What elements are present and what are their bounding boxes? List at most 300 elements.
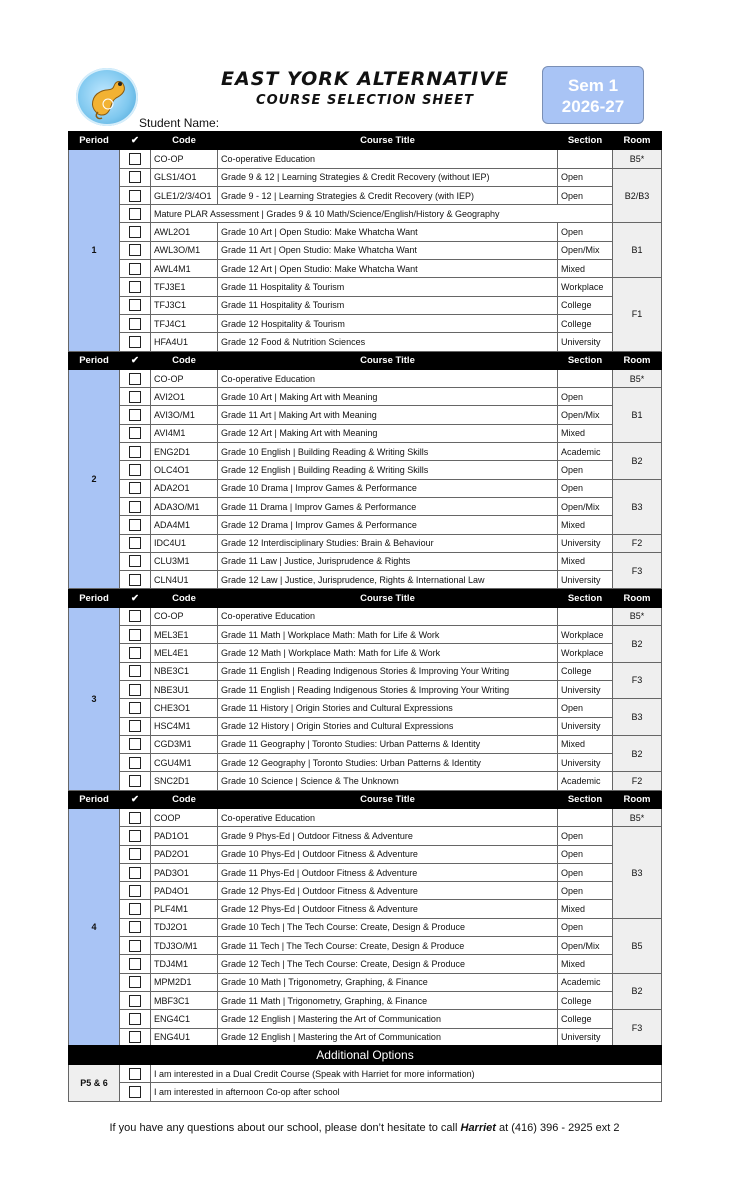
course-section: University (558, 680, 613, 698)
course-section (558, 369, 613, 387)
checkbox[interactable] (129, 153, 141, 165)
course-code: ADA2O1 (151, 479, 218, 497)
checkbox[interactable] (129, 501, 141, 513)
course-row (69, 808, 662, 826)
course-checkbox-cell[interactable] (120, 754, 151, 772)
course-row (69, 388, 662, 406)
course-section: Open (558, 388, 613, 406)
course-title: Grade 12 Math | Workplace Math: Math for Life & Work (218, 644, 558, 662)
checkbox[interactable] (129, 812, 141, 824)
course-row (69, 186, 662, 204)
period-label: 1 (69, 150, 120, 351)
course-section: Open/Mix (558, 497, 613, 515)
checkbox[interactable] (129, 208, 141, 220)
contact-footer (0, 1122, 729, 1134)
course-row (69, 900, 662, 918)
course-code: PAD2O1 (151, 845, 218, 863)
course-section: Mixed (558, 424, 613, 442)
school-title: EAST YORK ALTERNATIVE (221, 68, 509, 90)
course-row (69, 735, 662, 753)
checkbox[interactable] (129, 263, 141, 275)
checkbox[interactable] (129, 885, 141, 897)
course-row (69, 314, 662, 332)
course-section: College (558, 314, 613, 332)
course-section: University (558, 754, 613, 772)
col-header-room: Room (613, 351, 662, 369)
course-section: Workplace (558, 278, 613, 296)
course-title: Grade 12 Food & Nutrition Sciences (218, 333, 558, 351)
course-room: B5* (613, 808, 662, 826)
course-title: Grade 12 Hospitality & Tourism (218, 314, 558, 332)
col-header-period: Period (69, 351, 120, 369)
course-room: B3 (613, 827, 662, 918)
course-room: F2 (613, 534, 662, 552)
course-title: Grade 11 Art | Making Art with Meaning (218, 406, 558, 424)
course-checkbox-cell[interactable] (120, 1028, 151, 1046)
course-checkbox-cell[interactable] (120, 680, 151, 698)
course-checkbox-cell[interactable] (120, 808, 151, 826)
course-checkbox-cell[interactable] (120, 314, 151, 332)
checkbox[interactable] (129, 1013, 141, 1025)
col-header-code: Code (151, 132, 218, 150)
checkbox[interactable] (129, 958, 141, 970)
checkbox[interactable] (129, 299, 141, 311)
course-section: University (558, 534, 613, 552)
course-title: Grade 12 History | Origin Stories and Cultural Expressions (218, 717, 558, 735)
contact-name: Harriet (460, 1122, 496, 1134)
course-title: Grade 9 Phys-Ed | Outdoor Fitness & Adventure (218, 827, 558, 845)
course-section: Mixed (558, 955, 613, 973)
course-section: Open (558, 479, 613, 497)
course-checkbox-cell[interactable] (120, 644, 151, 662)
course-code: TDJ4M1 (151, 955, 218, 973)
course-row (69, 260, 662, 278)
course-code: AWL2O1 (151, 223, 218, 241)
course-code: CLU3M1 (151, 552, 218, 570)
course-row (69, 626, 662, 644)
course-title: Grade 9 - 12 | Learning Strategies & Credit Recovery (with IEP) (218, 186, 558, 204)
course-room: B2 (613, 626, 662, 663)
course-room: B5* (613, 369, 662, 387)
col-header-section: Section (558, 589, 613, 607)
course-row (69, 552, 662, 570)
course-checkbox-cell[interactable] (120, 497, 151, 515)
course-code: MBF3C1 (151, 991, 218, 1009)
course-code: AVI3O/M1 (151, 406, 218, 424)
course-row (69, 918, 662, 936)
course-checkbox-cell[interactable] (120, 333, 151, 351)
course-checkbox-cell[interactable] (120, 168, 151, 186)
course-title: Grade 11 English | Reading Indigenous Stories & Improving Your Writing (218, 680, 558, 698)
col-header-code: Code (151, 790, 218, 808)
course-section: Mixed (558, 516, 613, 534)
checkbox[interactable] (129, 336, 141, 348)
course-section: University (558, 717, 613, 735)
course-room: B5 (613, 918, 662, 973)
course-row (69, 680, 662, 698)
course-row (69, 369, 662, 387)
checkbox[interactable] (129, 244, 141, 256)
course-row (69, 168, 662, 186)
course-checkbox-cell[interactable] (120, 241, 151, 259)
course-section: College (558, 296, 613, 314)
course-title: Grade 11 Phys-Ed | Outdoor Fitness & Adventure (218, 863, 558, 881)
course-code: ENG2D1 (151, 443, 218, 461)
course-checkbox-cell[interactable] (120, 516, 151, 534)
course-checkbox-cell[interactable] (120, 991, 151, 1009)
course-title: Grade 12 English | Building Reading & Writing Skills (218, 461, 558, 479)
course-row (69, 296, 662, 314)
checkbox[interactable] (129, 464, 141, 476)
course-code: TDJ3O/M1 (151, 937, 218, 955)
checkbox[interactable] (129, 427, 141, 439)
checkbox[interactable] (129, 446, 141, 458)
course-code: CGU4M1 (151, 754, 218, 772)
course-title: Grade 10 Drama | Improv Games & Performance (218, 479, 558, 497)
course-checkbox-cell[interactable] (120, 882, 151, 900)
course-section: Open (558, 461, 613, 479)
course-row (69, 461, 662, 479)
course-section: Mixed (558, 552, 613, 570)
checkbox[interactable] (129, 720, 141, 732)
course-table (68, 131, 662, 1047)
checkbox[interactable] (129, 867, 141, 879)
checkbox[interactable] (129, 373, 141, 385)
course-code: AWL3O/M1 (151, 241, 218, 259)
col-header-section: Section (558, 351, 613, 369)
course-checkbox-cell[interactable] (120, 772, 151, 790)
course-checkbox-cell[interactable] (120, 900, 151, 918)
option-checkbox-cell[interactable] (120, 1065, 151, 1083)
course-row (69, 827, 662, 845)
school-logo (76, 68, 138, 126)
col-header-room: Room (613, 132, 662, 150)
checkbox[interactable] (129, 848, 141, 860)
course-row (69, 991, 662, 1009)
course-title: Grade 10 Art | Making Art with Meaning (218, 388, 558, 406)
checkbox[interactable] (129, 665, 141, 677)
course-section: Open (558, 827, 613, 845)
course-room: F3 (613, 1010, 662, 1047)
course-section: Academic (558, 973, 613, 991)
course-checkbox-cell[interactable] (120, 863, 151, 881)
course-code: NBE3U1 (151, 680, 218, 698)
course-checkbox-cell[interactable] (120, 461, 151, 479)
course-checkbox-cell[interactable] (120, 443, 151, 461)
course-code: CHE3O1 (151, 699, 218, 717)
course-code: AWL4M1 (151, 260, 218, 278)
course-checkbox-cell[interactable] (120, 552, 151, 570)
additional-option-row (69, 1083, 662, 1101)
course-title: Grade 9 & 12 | Learning Strategies & Credit Recovery (without IEP) (218, 168, 558, 186)
course-checkbox-cell[interactable] (120, 406, 151, 424)
course-checkbox-cell[interactable] (120, 973, 151, 991)
course-section: University (558, 333, 613, 351)
course-title: Grade 12 Art | Open Studio: Make Whatcha Want (218, 260, 558, 278)
sheet-subtitle: COURSE SELECTION SHEET (256, 93, 474, 108)
course-title: Grade 11 Law | Justice, Jurisprudence & Rights (218, 552, 558, 570)
course-section: University (558, 1028, 613, 1046)
checkbox[interactable] (129, 190, 141, 202)
checkbox[interactable] (129, 903, 141, 915)
col-header-period: Period (69, 589, 120, 607)
course-title: Grade 10 Art | Open Studio: Make Whatcha Want (218, 223, 558, 241)
course-row (69, 150, 662, 168)
seahorse-logo-icon (76, 68, 138, 126)
course-checkbox-cell[interactable] (120, 534, 151, 552)
checkbox[interactable] (129, 519, 141, 531)
col-header-code: Code (151, 351, 218, 369)
course-code: MEL4E1 (151, 644, 218, 662)
option-text: I am interested in afternoon Co-op after school (151, 1083, 662, 1101)
course-room: B5* (613, 607, 662, 625)
course-title: Grade 11 History | Origin Stories and Cultural Expressions (218, 699, 558, 717)
checkbox[interactable] (129, 281, 141, 293)
checkbox[interactable] (129, 574, 141, 586)
course-section: Workplace (558, 644, 613, 662)
course-title: Grade 10 Tech | The Tech Course: Create, Design & Produce (218, 918, 558, 936)
course-room: B1 (613, 388, 662, 443)
course-room: B2 (613, 735, 662, 772)
col-header-check: ✔ (120, 589, 151, 607)
option-checkbox-cell[interactable] (120, 1083, 151, 1101)
period-label: 4 (69, 808, 120, 1046)
checkbox[interactable] (129, 702, 141, 714)
course-code: PAD1O1 (151, 827, 218, 845)
course-code: HSC4M1 (151, 717, 218, 735)
course-checkbox-cell[interactable] (120, 571, 151, 589)
course-row (69, 863, 662, 881)
course-title: Grade 11 Art | Open Studio: Make Whatcha Want (218, 241, 558, 259)
course-row (69, 955, 662, 973)
checkbox[interactable] (129, 610, 141, 622)
course-checkbox-cell[interactable] (120, 845, 151, 863)
course-title: Grade 12 English | Mastering the Art of Communication (218, 1010, 558, 1028)
course-section: Open (558, 918, 613, 936)
checkbox[interactable] (129, 482, 141, 494)
course-row (69, 241, 662, 259)
col-header-period: Period (69, 132, 120, 150)
course-checkbox-cell[interactable] (120, 186, 151, 204)
course-title: Grade 11 Tech | The Tech Course: Create, Design & Produce (218, 937, 558, 955)
course-row (69, 973, 662, 991)
checkbox[interactable] (129, 629, 141, 641)
course-section: Academic (558, 772, 613, 790)
course-checkbox-cell[interactable] (120, 205, 151, 223)
checkbox[interactable] (129, 995, 141, 1007)
course-checkbox-cell[interactable] (120, 260, 151, 278)
col-header-check: ✔ (120, 132, 151, 150)
course-row (69, 1010, 662, 1028)
checkbox[interactable] (129, 976, 141, 988)
checkbox[interactable] (129, 537, 141, 549)
course-row (69, 644, 662, 662)
column-header-row (69, 351, 662, 369)
course-room: B2/B3 (613, 168, 662, 223)
course-checkbox-cell[interactable] (120, 296, 151, 314)
course-room: B1 (613, 223, 662, 278)
course-checkbox-cell[interactable] (120, 735, 151, 753)
course-code: COOP (151, 808, 218, 826)
course-code: SNC2D1 (151, 772, 218, 790)
course-code: AVI4M1 (151, 424, 218, 442)
course-title: Grade 12 Tech | The Tech Course: Create, Design & Produce (218, 955, 558, 973)
course-row (69, 845, 662, 863)
period-label: 2 (69, 369, 120, 589)
col-header-title: Course Title (218, 589, 558, 607)
course-checkbox-cell[interactable] (120, 388, 151, 406)
col-header-title: Course Title (218, 132, 558, 150)
checkbox[interactable] (129, 738, 141, 750)
course-row (69, 754, 662, 772)
course-checkbox-cell[interactable] (120, 918, 151, 936)
course-title: Grade 11 Drama | Improv Games & Performance (218, 497, 558, 515)
course-room: B3 (613, 699, 662, 736)
course-checkbox-cell[interactable] (120, 699, 151, 717)
course-checkbox-cell[interactable] (120, 424, 151, 442)
course-title: Grade 12 Art | Making Art with Meaning (218, 424, 558, 442)
course-checkbox-cell[interactable] (120, 662, 151, 680)
course-checkbox-cell[interactable] (120, 937, 151, 955)
course-checkbox-cell[interactable] (120, 150, 151, 168)
course-checkbox-cell[interactable] (120, 1010, 151, 1028)
checkbox[interactable] (129, 318, 141, 330)
course-section: Open/Mix (558, 406, 613, 424)
course-title: Grade 10 Science | Science & The Unknown (218, 772, 558, 790)
course-title: Grade 11 Geography | Toronto Studies: Urban Patterns & Identity (218, 735, 558, 753)
course-code: GLE1/2/3/4O1 (151, 186, 218, 204)
checkbox[interactable] (129, 171, 141, 183)
course-code: PAD3O1 (151, 863, 218, 881)
course-row (69, 497, 662, 515)
checkbox[interactable] (129, 226, 141, 238)
course-checkbox-cell[interactable] (120, 223, 151, 241)
course-section: Open/Mix (558, 241, 613, 259)
checkbox[interactable] (129, 1086, 141, 1098)
semester-badge (542, 66, 644, 124)
course-room: B2 (613, 973, 662, 1010)
course-section: College (558, 662, 613, 680)
course-title: Grade 10 English | Building Reading & Writing Skills (218, 443, 558, 461)
column-header-row (69, 790, 662, 808)
course-row (69, 772, 662, 790)
course-title: Grade 11 English | Reading Indigenous Stories & Improving Your Writing (218, 662, 558, 680)
checkbox[interactable] (129, 940, 141, 952)
course-row (69, 443, 662, 461)
checkbox[interactable] (129, 830, 141, 842)
course-row (69, 205, 662, 223)
student-name-label: Student Name: (139, 116, 220, 130)
course-code: ENG4C1 (151, 1010, 218, 1028)
course-code: CO-OP (151, 150, 218, 168)
course-checkbox-cell[interactable] (120, 479, 151, 497)
course-section: Mixed (558, 735, 613, 753)
col-header-check: ✔ (120, 351, 151, 369)
course-code: MEL3E1 (151, 626, 218, 644)
course-row (69, 662, 662, 680)
column-header-row (69, 132, 662, 150)
checkbox[interactable] (129, 684, 141, 696)
extra-period-label: P5 & 6 (69, 1065, 120, 1102)
checkbox[interactable] (129, 757, 141, 769)
course-room: F3 (613, 552, 662, 589)
course-checkbox-cell[interactable] (120, 626, 151, 644)
course-section: Open (558, 863, 613, 881)
course-title: Co-operative Education (218, 808, 558, 826)
course-code: PAD4O1 (151, 882, 218, 900)
checkbox[interactable] (129, 775, 141, 787)
course-checkbox-cell[interactable] (120, 278, 151, 296)
course-checkbox-cell[interactable] (120, 717, 151, 735)
course-title: Grade 12 Law | Justice, Jurisprudence, Rights & International Law (218, 571, 558, 589)
course-code: PLF4M1 (151, 900, 218, 918)
course-section: Mixed (558, 900, 613, 918)
col-header-section: Section (558, 132, 613, 150)
course-code: CGD3M1 (151, 735, 218, 753)
checkbox[interactable] (129, 921, 141, 933)
col-header-code: Code (151, 589, 218, 607)
course-checkbox-cell[interactable] (120, 607, 151, 625)
course-section: College (558, 1010, 613, 1028)
course-title: Grade 11 Hospitality & Tourism (218, 278, 558, 296)
school-year-label: 2026-27 (561, 97, 625, 116)
course-row (69, 406, 662, 424)
option-text: I am interested in a Dual Credit Course (Speak with Harriet for more information) (151, 1065, 662, 1083)
course-title: Grade 11 Math | Workplace Math: Math for Life & Work (218, 626, 558, 644)
semester-label: Sem 1 (567, 76, 619, 95)
course-row (69, 424, 662, 442)
course-section (558, 150, 613, 168)
course-code: ADA3O/M1 (151, 497, 218, 515)
checkbox[interactable] (129, 647, 141, 659)
period-label: 3 (69, 607, 120, 790)
course-checkbox-cell[interactable] (120, 369, 151, 387)
checkbox[interactable] (129, 555, 141, 567)
course-room: B5* (613, 150, 662, 168)
col-header-period: Period (69, 790, 120, 808)
course-room: F3 (613, 662, 662, 699)
course-section: Open (558, 168, 613, 186)
course-row (69, 571, 662, 589)
course-row (69, 333, 662, 351)
course-code: CO-OP (151, 607, 218, 625)
course-title: Grade 12 Geography | Toronto Studies: Urban Patterns & Identity (218, 754, 558, 772)
course-code: CO-OP (151, 369, 218, 387)
col-header-section: Section (558, 790, 613, 808)
checkbox[interactable] (129, 409, 141, 421)
course-checkbox-cell[interactable] (120, 955, 151, 973)
course-room: B3 (613, 479, 662, 534)
course-title: Grade 11 Math | Trigonometry, Graphing, & Finance (218, 991, 558, 1009)
checkbox[interactable] (129, 1031, 141, 1043)
additional-options-heading: Additional Options (69, 1046, 662, 1065)
checkbox[interactable] (129, 391, 141, 403)
course-section: Workplace (558, 626, 613, 644)
col-header-title: Course Title (218, 351, 558, 369)
course-section: Open (558, 882, 613, 900)
course-merged-text: Mature PLAR Assessment | Grades 9 & 10 Math/Science/English/History & Geography (151, 205, 613, 223)
course-section: College (558, 991, 613, 1009)
course-row (69, 223, 662, 241)
checkbox[interactable] (129, 1068, 141, 1080)
additional-option-row (69, 1065, 662, 1083)
course-title: Grade 12 Phys-Ed | Outdoor Fitness & Adventure (218, 882, 558, 900)
course-section: Mixed (558, 260, 613, 278)
course-code: TDJ2O1 (151, 918, 218, 936)
course-row (69, 278, 662, 296)
col-header-check: ✔ (120, 790, 151, 808)
course-checkbox-cell[interactable] (120, 827, 151, 845)
